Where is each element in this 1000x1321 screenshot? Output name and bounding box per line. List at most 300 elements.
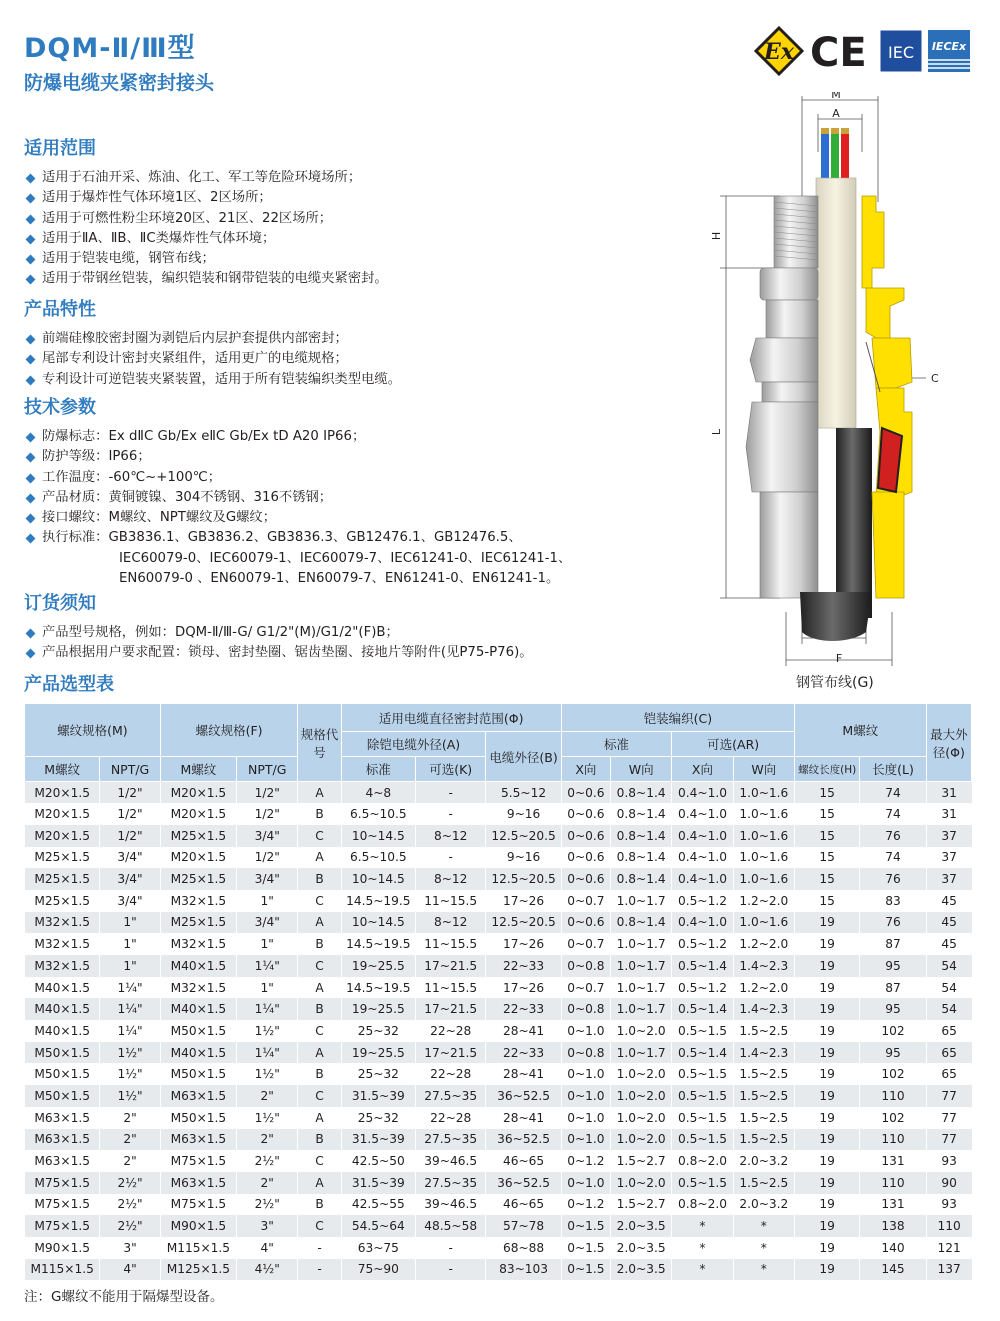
table-cell: 1¼": [237, 998, 298, 1020]
header-m-col: M螺纹: [25, 757, 100, 782]
table-cell: 19: [794, 1129, 859, 1151]
dim-label-l: L: [710, 428, 723, 436]
table-cell: 0~1.0: [561, 1063, 610, 1085]
table-cell: 0.4~1.0: [672, 782, 733, 804]
table-cell: 9~16: [486, 847, 561, 869]
table-cell: M32×1.5: [25, 912, 100, 934]
table-cell: 1/2": [100, 803, 160, 825]
table-row: [25, 890, 972, 912]
features-heading: 产品特性: [24, 299, 96, 320]
table-body: [25, 782, 972, 1281]
table-cell: 31.5~39: [341, 1085, 415, 1107]
table-cell: 0~1.5: [561, 1237, 610, 1259]
table-cell: M32×1.5: [160, 933, 236, 955]
iecex-logo-text: IECEx: [931, 40, 967, 53]
table-cell: 0~1.0: [561, 1107, 610, 1129]
table-cell: M75×1.5: [25, 1215, 100, 1237]
table-cell: 19: [794, 1259, 859, 1281]
table-cell: 110: [860, 1172, 926, 1194]
table-cell: 22~28: [416, 1020, 486, 1042]
table-cell: 1½": [100, 1042, 160, 1064]
table-cell: 19~25.5: [341, 1042, 415, 1064]
table-row: [25, 1129, 972, 1151]
table-cell: 0~0.7: [561, 933, 610, 955]
table-cell: M40×1.5: [25, 1020, 100, 1042]
page-subtitle: 防爆电缆夹紧密封接头: [24, 72, 215, 94]
table-cell: 22~28: [416, 1063, 486, 1085]
scope-section: [24, 134, 388, 290]
table-cell: 3/4": [237, 868, 298, 890]
certification-logos: [754, 26, 974, 76]
table-cell: 3": [237, 1215, 298, 1237]
header-seal-range: 适用电缆直径密封范围(Φ): [341, 704, 561, 732]
table-cell: 28~41: [486, 1107, 561, 1129]
table-cell: 4~8: [341, 782, 415, 804]
table-cell: 57~78: [486, 1215, 561, 1237]
table-cell: 48.5~58: [416, 1215, 486, 1237]
table-cell: 1.5~2.7: [611, 1194, 672, 1216]
table-cell: 2": [100, 1107, 160, 1129]
table-row: [25, 1042, 972, 1064]
table-cell: M20×1.5: [25, 782, 100, 804]
table-cell: 0~0.6: [561, 803, 610, 825]
table-cell: 1/2": [237, 847, 298, 869]
table-cell: M75×1.5: [25, 1172, 100, 1194]
table-cell: 11~15.5: [416, 977, 486, 999]
table-cell: 1.5~2.7: [611, 1150, 672, 1172]
table-cell: M20×1.5: [160, 803, 236, 825]
table-cell: 19: [794, 998, 859, 1020]
header-inner-od: 除铠电缆外径(A): [341, 732, 486, 757]
order-heading: 订货须知: [24, 593, 96, 614]
table-cell: 36~52.5: [486, 1172, 561, 1194]
table-cell: 0.8~1.4: [611, 868, 672, 890]
table-cell: 87: [860, 933, 926, 955]
table-cell: 83: [860, 890, 926, 912]
table-cell: 1.0~1.7: [611, 933, 672, 955]
table-cell: 0.8~1.4: [611, 847, 672, 869]
table-cell: 25~32: [341, 1020, 415, 1042]
table-row: [25, 977, 972, 999]
page-title: DQM-Ⅱ/Ⅲ型: [24, 33, 196, 64]
table-cell: 0.5~1.2: [672, 933, 733, 955]
table-cell: *: [672, 1237, 733, 1259]
table-cell: 0.5~1.5: [672, 1129, 733, 1151]
table-cell: 65: [926, 1020, 971, 1042]
header-m-col: M螺纹: [160, 757, 236, 782]
header-m-thread: M螺纹: [794, 704, 926, 757]
table-cell: 1.0~1.6: [733, 868, 794, 890]
table-cell: 27.5~35: [416, 1172, 486, 1194]
table-cell: -: [416, 782, 486, 804]
table-cell: M63×1.5: [25, 1107, 100, 1129]
table-cell: 14.5~19.5: [341, 933, 415, 955]
table-cell: 1.5~2.5: [733, 1107, 794, 1129]
table-cell: 74: [860, 847, 926, 869]
table-cell: M50×1.5: [25, 1085, 100, 1107]
table-cell: 1/2": [237, 782, 298, 804]
table-cell: 102: [860, 1020, 926, 1042]
table-cell: 1.0~1.7: [611, 955, 672, 977]
table-cell: 4": [100, 1259, 160, 1281]
table-cell: 1.0~1.6: [733, 912, 794, 934]
table-cell: 1½": [237, 1063, 298, 1085]
table-cell: M20×1.5: [160, 782, 236, 804]
table-cell: 0.4~1.0: [672, 868, 733, 890]
table-cell: 1¼": [100, 998, 160, 1020]
table-cell: 6.5~10.5: [341, 803, 415, 825]
table-cell: 0.8~1.4: [611, 803, 672, 825]
table-cell: 19: [794, 1085, 859, 1107]
table-cell: 1.0~2.0: [611, 1107, 672, 1129]
table-cell: M50×1.5: [160, 1020, 236, 1042]
table-row: [25, 782, 972, 804]
table-cell: B: [298, 998, 341, 1020]
table-cell: 138: [860, 1215, 926, 1237]
iec-logo: [880, 30, 922, 72]
table-cell: M32×1.5: [25, 955, 100, 977]
table-cell: 19: [794, 1107, 859, 1129]
table-cell: 0.5~1.5: [672, 1107, 733, 1129]
table-cell: C: [298, 1150, 341, 1172]
table-cell: 102: [860, 1107, 926, 1129]
table-cell: 0.4~1.0: [672, 825, 733, 847]
table-cell: 1.4~2.3: [733, 1042, 794, 1064]
table-row: [25, 1063, 972, 1085]
table-cell: 0.5~1.5: [672, 1172, 733, 1194]
table-cell: A: [298, 1107, 341, 1129]
table-cell: 19: [794, 1172, 859, 1194]
table-cell: -: [298, 1259, 341, 1281]
table-cell: M40×1.5: [160, 1042, 236, 1064]
table-cell: 1.5~2.5: [733, 1063, 794, 1085]
table-cell: 19: [794, 1215, 859, 1237]
table-cell: 0.5~1.5: [672, 1020, 733, 1042]
table-cell: 28~41: [486, 1020, 561, 1042]
table-cell: 77: [926, 1129, 971, 1151]
features-section: [24, 295, 401, 390]
table-cell: 145: [860, 1259, 926, 1281]
table-cell: 0~1.0: [561, 1085, 610, 1107]
table-cell: 22~33: [486, 998, 561, 1020]
table-cell: C: [298, 1020, 341, 1042]
table-cell: *: [733, 1237, 794, 1259]
table-cell: 14.5~19.5: [341, 977, 415, 999]
table-cell: 46~65: [486, 1150, 561, 1172]
table-cell: 17~21.5: [416, 1042, 486, 1064]
table-cell: M25×1.5: [25, 890, 100, 912]
list-item: 产品型号规格，例如：DQM-Ⅱ/Ⅲ-G/ G1/2"(M)/G1/2"(F)B；: [24, 623, 533, 643]
table-cell: 17~26: [486, 933, 561, 955]
table-cell: 0.5~1.4: [672, 955, 733, 977]
table-cell: B: [298, 803, 341, 825]
table-row: [25, 1194, 972, 1216]
table-cell: 15: [794, 825, 859, 847]
table-cell: 2": [237, 1129, 298, 1151]
table-cell: 1½": [237, 1020, 298, 1042]
table-cell: 54.5~64: [341, 1215, 415, 1237]
table-cell: 2½": [100, 1215, 160, 1237]
table-cell: 102: [860, 1063, 926, 1085]
header-max-od: 最大外径(Φ): [926, 704, 971, 782]
table-cell: 1½": [100, 1063, 160, 1085]
table-cell: 3/4": [100, 890, 160, 912]
table-cell: 95: [860, 998, 926, 1020]
table-cell: 131: [860, 1194, 926, 1216]
table-cell: 54: [926, 998, 971, 1020]
table-cell: 1.0~1.6: [733, 782, 794, 804]
table-cell: 0~0.8: [561, 998, 610, 1020]
table-row: [25, 1085, 972, 1107]
table-cell: 0.8~2.0: [672, 1150, 733, 1172]
table-cell: 19: [794, 1063, 859, 1085]
header-npt-col: NPT/G: [237, 757, 298, 782]
table-cell: *: [733, 1259, 794, 1281]
table-cell: 2.0~3.2: [733, 1150, 794, 1172]
table-cell: *: [672, 1215, 733, 1237]
table-cell: 28~41: [486, 1063, 561, 1085]
table-cell: C: [298, 1215, 341, 1237]
standards-label: 执行标准：: [42, 530, 109, 546]
table-cell: M115×1.5: [160, 1237, 236, 1259]
table-cell: 0.8~1.4: [611, 912, 672, 934]
table-cell: 93: [926, 1194, 971, 1216]
table-cell: 19: [794, 933, 859, 955]
header-w-dir: W向: [733, 757, 794, 782]
list-item: 防爆标志：Ex dⅡC Gb/Ex eⅡC Gb/Ex tD A20 IP66；: [24, 427, 571, 447]
table-cell: 0.5~1.5: [672, 1085, 733, 1107]
list-item: 防护等级：IP66；: [24, 447, 571, 467]
table-cell: 90: [926, 1172, 971, 1194]
table-cell: 42.5~55: [341, 1194, 415, 1216]
table-cell: 83~103: [486, 1259, 561, 1281]
ex-logo-text: Ex: [764, 39, 794, 65]
table-cell: C: [298, 1085, 341, 1107]
table-cell: 1.0~1.7: [611, 890, 672, 912]
table-cell: 5.5~12: [486, 782, 561, 804]
table-cell: 65: [926, 1063, 971, 1085]
table-cell: 1.4~2.3: [733, 998, 794, 1020]
standards-line: IEC60079-0、IEC60079-1、IEC60079-7、IEC61241-0、IEC61241-1、: [119, 550, 572, 566]
table-cell: 37: [926, 847, 971, 869]
header-armor: 铠装编织(C): [561, 704, 794, 732]
table-cell: 87: [860, 977, 926, 999]
table-cell: 1/2": [237, 803, 298, 825]
product-drawing: [690, 92, 980, 692]
table-cell: 1¼": [237, 1042, 298, 1064]
table-cell: 19: [794, 1042, 859, 1064]
features-list: [24, 329, 401, 390]
table-cell: M25×1.5: [160, 825, 236, 847]
table-cell: 0.8~1.4: [611, 825, 672, 847]
dim-label-m: M: [831, 92, 841, 101]
table-cell: 2": [100, 1129, 160, 1151]
table-cell: 2½": [237, 1194, 298, 1216]
table-cell: 14.5~19.5: [341, 890, 415, 912]
table-cell: 1½": [237, 1107, 298, 1129]
table-cell: B: [298, 1129, 341, 1151]
table-cell: 1.0~1.6: [733, 825, 794, 847]
selection-table-wrap: [24, 703, 972, 1280]
table-cell: 45: [926, 912, 971, 934]
table-cell: 17~26: [486, 890, 561, 912]
table-cell: C: [298, 955, 341, 977]
table-cell: 19~25.5: [341, 955, 415, 977]
table-cell: 1.5~2.5: [733, 1085, 794, 1107]
table-cell: 10~14.5: [341, 912, 415, 934]
table-cell: 8~12: [416, 825, 486, 847]
dim-label-a: A: [832, 107, 840, 120]
selection-heading: 产品选型表: [24, 674, 114, 695]
table-cell: 12.5~20.5: [486, 912, 561, 934]
table-cell: 77: [926, 1107, 971, 1129]
header-w-dir: W向: [611, 757, 672, 782]
table-cell: 0~0.7: [561, 890, 610, 912]
header-npt-col: NPT/G: [100, 757, 160, 782]
table-cell: 19: [794, 912, 859, 934]
table-row: [25, 1215, 972, 1237]
table-cell: M90×1.5: [160, 1215, 236, 1237]
list-item: 工作温度：-60℃~+100℃；: [24, 468, 571, 488]
table-cell: 25~32: [341, 1063, 415, 1085]
table-cell: M25×1.5: [25, 847, 100, 869]
table-cell: 0~1.5: [561, 1259, 610, 1281]
table-cell: *: [733, 1215, 794, 1237]
table-cell: 31.5~39: [341, 1129, 415, 1151]
scope-heading: 适用范围: [24, 138, 96, 159]
table-cell: M63×1.5: [25, 1129, 100, 1151]
table-cell: 0~0.6: [561, 912, 610, 934]
table-row: [25, 825, 972, 847]
table-row: [25, 912, 972, 934]
table-cell: 1.5~2.5: [733, 1129, 794, 1151]
table-cell: M25×1.5: [160, 912, 236, 934]
table-row: [25, 1020, 972, 1042]
table-cell: 93: [926, 1150, 971, 1172]
table-cell: 0.8~1.4: [611, 782, 672, 804]
table-cell: M75×1.5: [160, 1194, 236, 1216]
table-cell: 31: [926, 782, 971, 804]
table-cell: 27.5~35: [416, 1085, 486, 1107]
table-cell: 12.5~20.5: [486, 868, 561, 890]
table-cell: 74: [860, 782, 926, 804]
table-cell: 1.0~1.7: [611, 998, 672, 1020]
header-x-dir: X向: [561, 757, 610, 782]
table-cell: 110: [926, 1215, 971, 1237]
table-cell: 10~14.5: [341, 868, 415, 890]
tech-heading: 技术参数: [24, 397, 96, 418]
table-cell: M32×1.5: [160, 890, 236, 912]
table-cell: 19: [794, 977, 859, 999]
table-cell: 19: [794, 1194, 859, 1216]
table-row: [25, 933, 972, 955]
table-cell: M75×1.5: [25, 1194, 100, 1216]
table-row: [25, 955, 972, 977]
table-cell: 1.2~2.0: [733, 933, 794, 955]
table-cell: M20×1.5: [25, 825, 100, 847]
table-cell: 12.5~20.5: [486, 825, 561, 847]
table-cell: 54: [926, 977, 971, 999]
table-cell: 19: [794, 1020, 859, 1042]
table-row: [25, 1259, 972, 1281]
list-item-standards: [24, 528, 571, 589]
table-cell: 1": [100, 955, 160, 977]
table-cell: C: [298, 890, 341, 912]
table-row: [25, 868, 972, 890]
table-cell: 27.5~35: [416, 1129, 486, 1151]
table-cell: C: [298, 825, 341, 847]
table-cell: 77: [926, 1085, 971, 1107]
table-cell: M40×1.5: [25, 998, 100, 1020]
table-row: [25, 1107, 972, 1129]
table-row: [25, 1150, 972, 1172]
table-cell: 0.4~1.0: [672, 912, 733, 934]
table-cell: B: [298, 1194, 341, 1216]
table-cell: 45: [926, 890, 971, 912]
table-cell: 39~46.5: [416, 1194, 486, 1216]
table-cell: A: [298, 847, 341, 869]
table-cell: M40×1.5: [25, 977, 100, 999]
table-cell: A: [298, 977, 341, 999]
list-item: 专利设计可逆铠装夹紧装置，适用于所有铠装编织类型电缆。: [24, 370, 401, 390]
table-cell: 19~25.5: [341, 998, 415, 1020]
table-cell: M40×1.5: [160, 998, 236, 1020]
list-item: 适用于带钢丝铠装，编织铠装和钢带铠装的电缆夹紧密封。: [24, 269, 388, 289]
table-cell: 76: [860, 912, 926, 934]
table-cell: 0~1.2: [561, 1194, 610, 1216]
table-cell: 74: [860, 803, 926, 825]
table-cell: 10~14.5: [341, 825, 415, 847]
table-cell: 15: [794, 868, 859, 890]
table-cell: -: [298, 1237, 341, 1259]
ce-logo-text: CE: [810, 30, 867, 76]
scope-list: [24, 168, 388, 290]
table-cell: 2.0~3.2: [733, 1194, 794, 1216]
table-cell: 1.0~2.0: [611, 1020, 672, 1042]
table-cell: 15: [794, 890, 859, 912]
table-cell: M115×1.5: [25, 1259, 100, 1281]
list-item: 适用于爆炸性气体环境1区、2区场所；: [24, 188, 388, 208]
table-cell: -: [416, 847, 486, 869]
table-cell: A: [298, 912, 341, 934]
table-cell: 1.5~2.5: [733, 1020, 794, 1042]
table-cell: 3/4": [100, 868, 160, 890]
list-item: 尾部专利设计密封夹紧组件，适用更广的电缆规格；: [24, 349, 401, 369]
table-cell: 37: [926, 868, 971, 890]
table-cell: 1½": [100, 1085, 160, 1107]
table-cell: 22~33: [486, 1042, 561, 1064]
table-cell: M50×1.5: [160, 1063, 236, 1085]
table-row: [25, 803, 972, 825]
table-cell: 25~32: [341, 1107, 415, 1129]
tech-list: [24, 427, 571, 589]
list-item: 产品材质：黄铜镀镍、304不锈钢、316不锈钢；: [24, 488, 571, 508]
table-row: [25, 847, 972, 869]
table-cell: 0~0.6: [561, 847, 610, 869]
table-cell: 3/4": [237, 825, 298, 847]
table-cell: 1.0~2.0: [611, 1129, 672, 1151]
table-cell: 65: [926, 1042, 971, 1064]
header-length: 长度(L): [860, 757, 926, 782]
table-cell: 95: [860, 955, 926, 977]
dim-label-f: F: [835, 652, 843, 665]
table-cell: M63×1.5: [160, 1129, 236, 1151]
table-cell: 0.5~1.2: [672, 890, 733, 912]
table-cell: 1": [237, 890, 298, 912]
header-x-dir: X向: [672, 757, 733, 782]
table-cell: M32×1.5: [160, 977, 236, 999]
table-cell: M20×1.5: [25, 803, 100, 825]
